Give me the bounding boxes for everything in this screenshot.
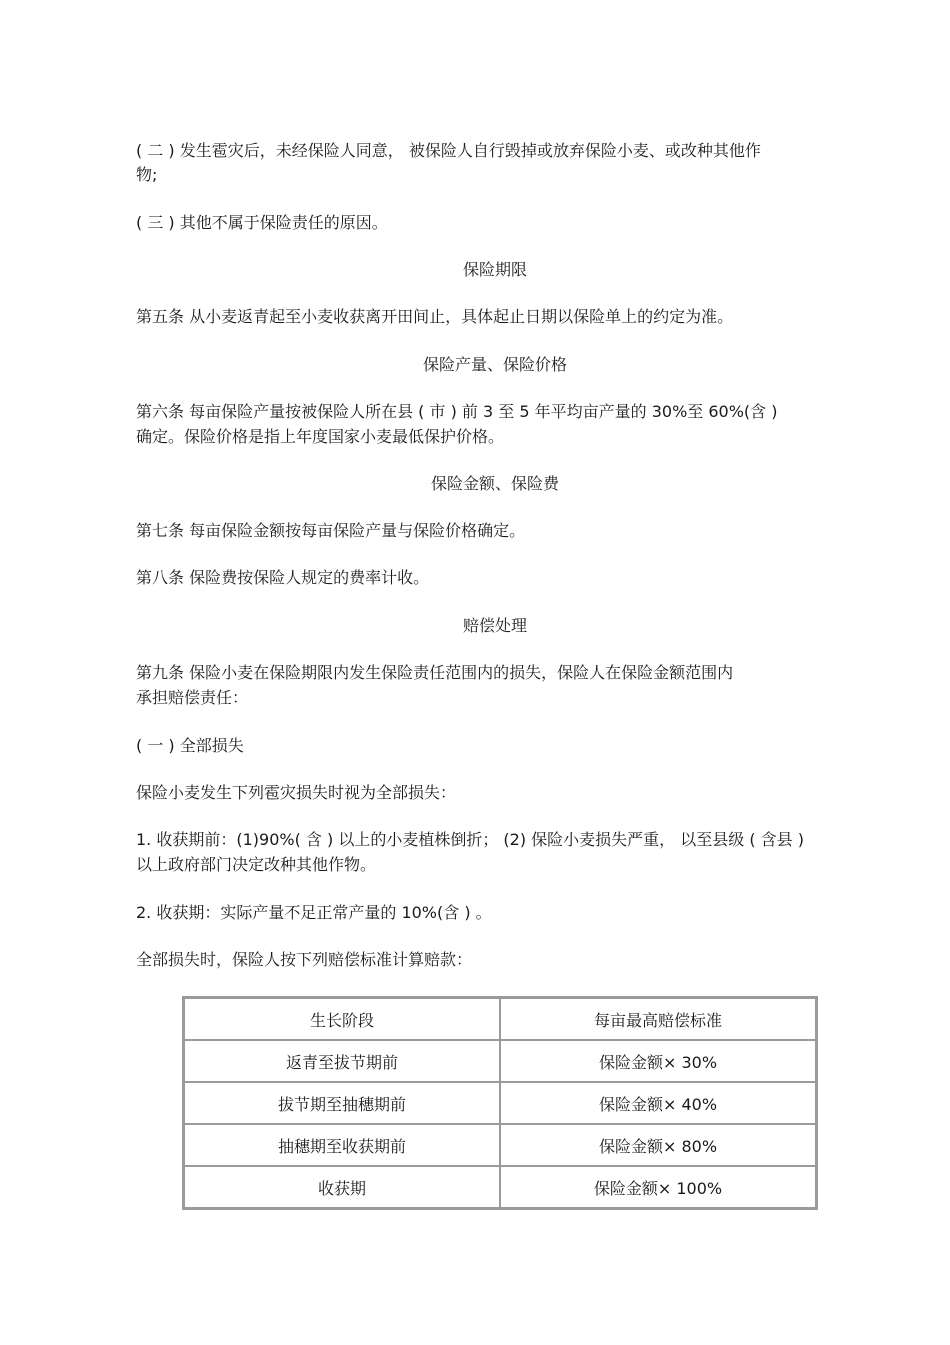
total-loss-item-2: 2. 收获期：实际产量不足正常产量的 10%(含 ) 。 (136, 903, 492, 922)
article-5: 第五条 从小麦返青起至小麦收获离开田间止，具体起止日期以保险单上的约定为准。 (136, 307, 734, 326)
total-loss-item-1-line-2: 以上政府部门决定改种其他作物。 (136, 855, 377, 874)
table-row (184, 1166, 816, 1208)
table-cell-standard: 保险金额× 40% (500, 1082, 816, 1124)
table-row (184, 1040, 816, 1082)
table-cell-stage: 返青至拔节期前 (184, 1040, 500, 1082)
total-loss-subheading: ( 一 ) 全部损失 (136, 736, 244, 755)
article-9-line-1: 第九条 保险小麦在保险期限内发生保险责任范围内的损失，保险人在保险金额范围内 (136, 663, 734, 682)
table-row (184, 1082, 816, 1124)
table-cell-standard: 保险金额× 100% (500, 1166, 816, 1208)
paragraph-item-2-line-1: ( 二 ) 发生雹灾后，未经保险人同意， 被保险人自行毁掉或放弃保险小麦、或改种其他作 (136, 141, 761, 160)
paragraph-item-3: ( 三 ) 其他不属于保险责任的原因。 (136, 213, 388, 232)
total-loss-intro: 保险小麦发生下列雹灾损失时视为全部损失： (136, 783, 457, 802)
paragraph-item-2-line-2: 物; (136, 165, 158, 184)
article-6-line-2: 确定。保险价格是指上年度国家小麦最低保护价格。 (136, 427, 505, 446)
table-cell-stage: 拔节期至抽穗期前 (184, 1082, 500, 1124)
table-header-row (184, 998, 816, 1040)
article-9-line-2: 承担赔偿责任： (136, 688, 249, 707)
table-cell-standard: 保险金额× 80% (500, 1124, 816, 1166)
table-header-cell: 生长阶段 (184, 998, 500, 1040)
table-header-cell: 每亩最高赔偿标准 (500, 998, 816, 1040)
section-heading-insurance-period: 保险期限 (462, 260, 527, 279)
article-6-line-1: 第六条 每亩保险产量按被保险人所在县 ( 市 ) 前 3 至 5 年平均亩产量的 30%至 60%(含 ) (136, 402, 778, 421)
compensation-table (182, 996, 818, 1210)
article-8: 第八条 保险费按保险人规定的费率计收。 (136, 568, 430, 587)
table-row (184, 1124, 816, 1166)
table-cell-stage: 抽穗期至收获期前 (184, 1124, 500, 1166)
section-heading-claims: 赔偿处理 (462, 616, 527, 635)
article-7: 第七条 每亩保险金额按每亩保险产量与保险价格确定。 (136, 521, 526, 540)
table-cell-standard: 保险金额× 30% (500, 1040, 816, 1082)
section-heading-amount-premium: 保险金额、保险费 (430, 474, 559, 493)
total-loss-item-1-line-1: 1. 收获期前：(1)90%( 含 ) 以上的小麦植株倒折； (2) 保险小麦损失严重， 以至县级 ( 含县 ) (136, 830, 804, 849)
compensation-intro: 全部损失时，保险人按下列赔偿标准计算赔款： (136, 950, 473, 969)
section-heading-yield-price: 保险产量、保险价格 (422, 355, 567, 374)
table-cell-stage: 收获期 (184, 1166, 500, 1208)
